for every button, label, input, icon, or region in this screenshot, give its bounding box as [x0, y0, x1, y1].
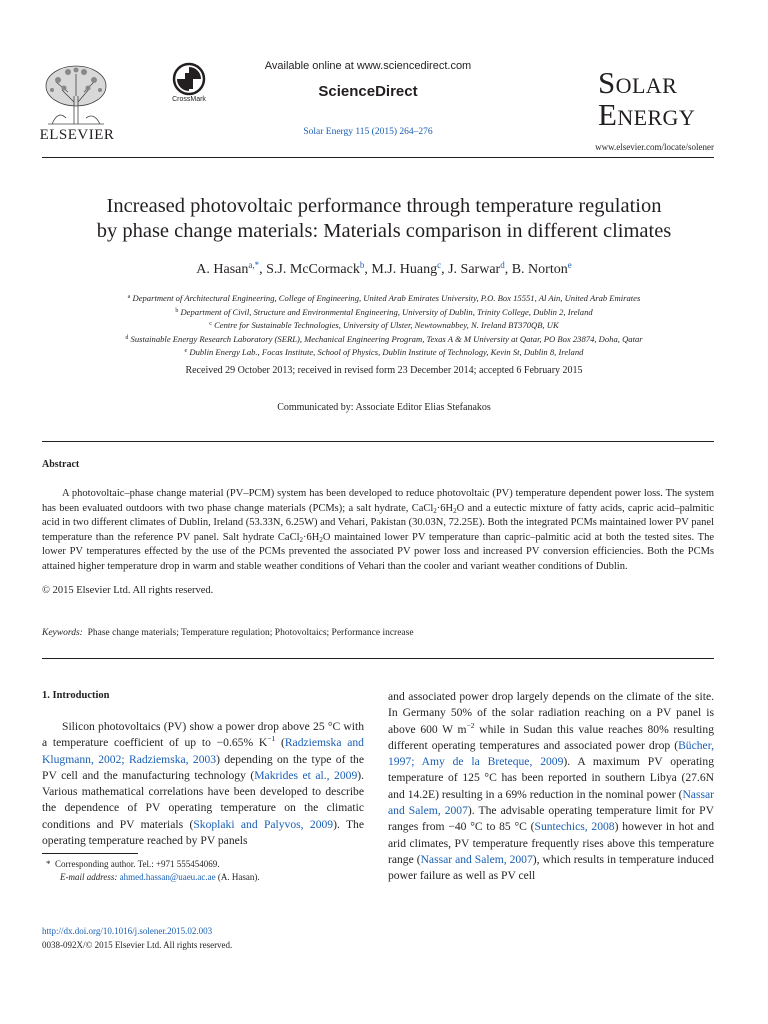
journal-url[interactable]: www.elsevier.com/locate/solener: [595, 142, 714, 152]
affiliation-text: Department of Architectural Engineering, College of Engineering, United Arab Emirates University, P.O. Box 15551, Al Ain, United Arab Emirates: [132, 293, 641, 303]
journal-brand: [598, 65, 714, 132]
author-name: S.J. McCormack: [266, 262, 360, 277]
affiliation-text: Centre for Sustainable Technologies, University of Ulster, Newtownabbey, N. Ireland BT370QB, UK: [214, 320, 559, 331]
brand-initial-s: S: [598, 65, 616, 100]
author-name: A. Hasan: [196, 262, 249, 277]
author-affiliation-mark[interactable]: d: [500, 260, 505, 270]
author-affiliation-mark[interactable]: a,*: [248, 260, 260, 270]
citation-link[interactable]: Makrides et al., 2009: [254, 768, 358, 782]
affiliation-mark: d: [125, 334, 129, 341]
keywords: [42, 628, 414, 638]
corresponding-author-footnote: * Corresponding author. Tel.: +971 555454069. E-mail address: ahmed.hassan@uaeu.ac.ae (A. Hasan).: [46, 859, 260, 882]
available-online-text[interactable]: Available online at www.sciencedirect.com: [264, 60, 472, 72]
affiliation-line: [42, 320, 726, 330]
author-separator: ,: [259, 262, 267, 277]
sciencedirect-logo[interactable]: ScienceDirect: [318, 83, 418, 100]
affiliation-text: Sustainable Energy Research Laboratory (SERL), Mechanical Engineering Program, Texas A & M University at Qatar, PO Box 23874, Doha, Qatar: [130, 333, 643, 344]
article-title: [42, 194, 726, 244]
author-separator: ,: [364, 262, 372, 277]
author-affiliation-mark[interactable]: e: [567, 260, 572, 270]
affiliation-mark: c: [209, 321, 212, 328]
citation-link[interactable]: Nassar and Salem, 2007: [388, 787, 714, 818]
intro-column-right: and associated power drop largely depends on the climate of the site. In Germany 50% of the solar radiation reaching on a PV panel is above 600 W $m^{-2}$ while in Sudan this value reaches 80% resulting different operating temperatures and associated power drop (Bücher, 1997; Amy de la Breteque, 2009). A maximum PV operating temperature of 125 °C has been reported in southern Libya (27.6N and 14.2E) resulting in a 69% reduction in the nominal power (Nassar and Salem, 2007). The advisable operating temperature limit for PV ranges from −40 °C to 85 °C (Suntechics, 2008) however in hot and arid climates, PV temperature frequently rises above this temperature range (Nassar and Salem, 2007), which results in temperature induced power failure as well as PV cell: [388, 690, 715, 883]
author-separator: ,: [504, 262, 512, 277]
journal-reference-link[interactable]: Solar Energy 115 (2015) 264–276: [303, 127, 433, 137]
section-heading-introduction: 1. Introduction: [42, 690, 110, 701]
abstract-top-divider: [42, 441, 714, 442]
title-line-1: Increased photovoltaic performance through temperature regulation: [106, 195, 662, 217]
citation-link[interactable]: Skoplaki and Palyvos, 2009: [193, 817, 334, 831]
author-name: M.J. Huang: [371, 262, 438, 277]
brand-rest-nergy: NERGY: [617, 105, 696, 130]
affiliation-line: [42, 307, 726, 317]
abstract-heading: Abstract: [42, 459, 80, 470]
keywords-text: Phase change materials; Temperature regulation; Photovoltaics; Performance increase: [87, 628, 414, 638]
affiliation-text: Dublin Energy Lab., Focas Institute, School of Physics, Dublin Institute of Technology, Kevin St, Dublin 8, Ireland: [189, 347, 584, 358]
elsevier-tree-icon: [38, 62, 114, 126]
affiliation-line: [42, 293, 726, 303]
intro-column-left: Silicon photovoltaics (PV) show a power drop above 25 °C with a temperature coefficient of up to −0.65% $K^{-1}$ (Radziemska and Klugmann, 2002; Radziemska, 2003) depending on the type of the PV cell and the manufacturing technology (Makrides et al., 2009). Various mathematical correlations have been developed to describe the dependence of PV operating temperature on the climatic conditions and PV materials (Skoplaki and Palyvos, 2009). The operating temperature reached by PV panels: [42, 720, 365, 848]
abstract-copyright: © 2015 Elsevier Ltd. All rights reserved.: [42, 585, 214, 596]
author-email-link[interactable]: ahmed.hassan@uaeu.ac.ae: [119, 872, 216, 882]
author-affiliation-mark[interactable]: b: [359, 260, 365, 270]
elsevier-logo: [38, 62, 114, 126]
keywords-divider: [42, 658, 714, 659]
abstract-body: A photovoltaic–phase change material (PV–PCM) system has been developed to reduce photovoltaic (PV) temperature dependent power loss. The system has been evaluated outdoors with two phase change materials (PCMs); a salt hydrate, $CaCl_2\cdot 6H_2O$ and a eutectic mixture of fatty acids, capric acid–palmitic acid in two different climates of Dublin, Ireland (53.33N, 6.25W) and Vehari, Pakistan (30.03N, 72.25E). Both the integrated PCMs maintained lower PV panel temperature than the reference PV panel. Salt hydrate $CaCl_2\cdot 6H_2O$ maintained lower PV temperature than capric–palmitic acid at both the tested sites. The lower PV temperatures effected by the use of the PCMs prevented the associated PV power loss and increased PV conversion efficiencies. Both the PCMs attained higher temperature drop in warm and stable weather conditions of Vehari than the cooler and variant weather conditions of Dublin.: [42, 488, 714, 572]
affiliation-text: Department of Civil, Structure and Environmental Engineering, University of Dublin, Trinity College, Dublin 2, Ireland: [180, 306, 593, 317]
publisher-name: ELSEVIER: [39, 127, 115, 143]
affiliation-line: [42, 334, 726, 344]
citation-link[interactable]: Radziemska and Klugmann, 2002; Radziemska, 2003: [42, 736, 364, 766]
brand-initial-e: E: [598, 97, 618, 132]
affiliation-mark: e: [184, 348, 188, 355]
title-line-2: by phase change materials: Materials comparison in different climates: [96, 220, 672, 242]
citation-link[interactable]: Nassar and Salem, 2007: [420, 852, 533, 866]
affiliation-mark: b: [175, 307, 179, 314]
author-affiliation-mark[interactable]: c: [437, 260, 442, 270]
header-divider: [42, 157, 714, 158]
doi-link[interactable]: http://dx.doi.org/10.1016/j.solener.2015.02.003: [42, 926, 213, 936]
crossmark-label: CrossMark: [172, 96, 206, 103]
author-separator: ,: [441, 262, 449, 277]
author-name: B. Norton: [511, 262, 568, 277]
citation-link[interactable]: Bücher, 1997; Amy de la Breteque, 2009: [388, 738, 714, 769]
received-dates: Received 29 October 2013; received in revised form 23 December 2014; accepted 6 February 2015: [185, 365, 583, 376]
affiliation-mark: a: [127, 294, 131, 300]
footnote-divider: [42, 853, 138, 854]
brand-rest-olar: OLAR: [615, 73, 678, 98]
citation-link[interactable]: Suntechics, 2008: [534, 820, 615, 834]
author-list: [42, 260, 726, 278]
issn-copyright: 0038-092X/© 2015 Elsevier Ltd. All rights reserved.: [42, 940, 233, 950]
communicated-by: Communicated by: Associate Editor Elias Stefanakos: [277, 402, 491, 413]
affiliation-line: [42, 347, 726, 357]
author-name: J. Sarwar: [448, 262, 501, 277]
keywords-label: Keywords:: [42, 628, 83, 638]
